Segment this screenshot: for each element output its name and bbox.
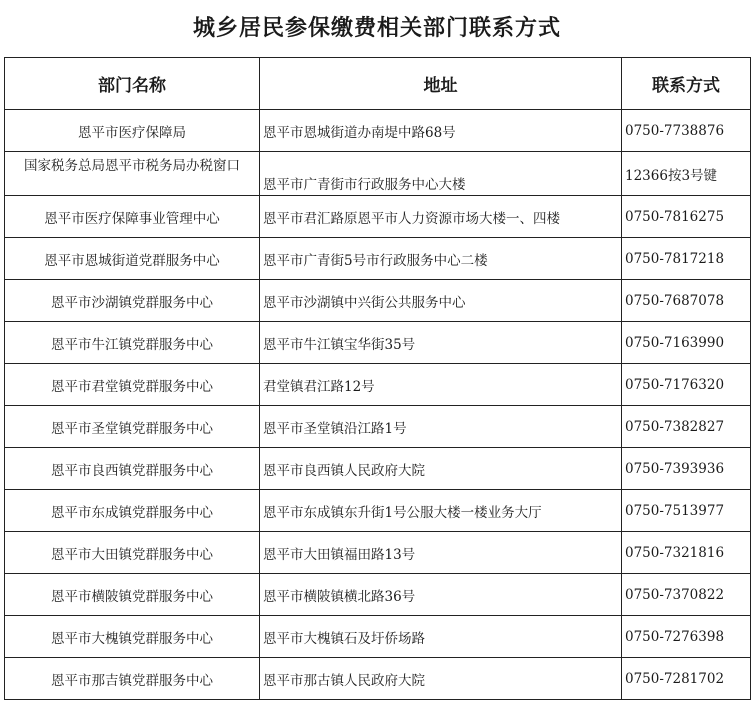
phone-cell: 0750-7370822 <box>622 574 751 616</box>
phone-cell: 0750-7276398 <box>622 616 751 658</box>
phone-cell: 0750-7817218 <box>622 238 751 280</box>
table-row <box>5 448 751 490</box>
department-cell: 恩平市恩城街道党群服务中心 <box>5 238 260 280</box>
department-cell: 恩平市牛江镇党群服务中心 <box>5 322 260 364</box>
department-cell: 国家税务总局恩平市税务局办税窗口 <box>5 152 260 196</box>
table-row <box>5 196 751 238</box>
department-cell: 恩平市横陂镇党群服务中心 <box>5 574 260 616</box>
phone-cell: 0750-7738876 <box>622 110 751 152</box>
department-cell: 恩平市良西镇党群服务中心 <box>5 448 260 490</box>
department-cell: 恩平市医疗保障局 <box>5 110 260 152</box>
department-cell: 恩平市大槐镇党群服务中心 <box>5 616 260 658</box>
department-cell: 恩平市大田镇党群服务中心 <box>5 532 260 574</box>
address-cell: 恩平市东成镇东升街1号公服大楼一楼业务大厅 <box>260 490 622 532</box>
table-row <box>5 490 751 532</box>
table-row <box>5 110 751 152</box>
department-cell: 恩平市东成镇党群服务中心 <box>5 490 260 532</box>
phone-cell: 12366按3号键 <box>622 152 751 196</box>
table-row <box>5 532 751 574</box>
phone-cell: 0750-7687078 <box>622 280 751 322</box>
address-cell: 恩平市沙湖镇中兴街公共服务中心 <box>260 280 622 322</box>
address-cell: 恩平市君汇路原恩平市人力资源市场大楼一、四楼 <box>260 196 622 238</box>
phone-cell: 0750-7382827 <box>622 406 751 448</box>
table-row <box>5 574 751 616</box>
table-row <box>5 406 751 448</box>
table-row <box>5 280 751 322</box>
department-cell: 恩平市君堂镇党群服务中心 <box>5 364 260 406</box>
phone-cell: 0750-7163990 <box>622 322 751 364</box>
address-cell: 恩平市牛江镇宝华街35号 <box>260 322 622 364</box>
table-row <box>5 238 751 280</box>
phone-cell: 0750-7393936 <box>622 448 751 490</box>
column-header-contact: 联系方式 <box>622 58 751 110</box>
department-cell: 恩平市医疗保障事业管理中心 <box>5 196 260 238</box>
phone-cell: 0750-7281702 <box>622 658 751 700</box>
phone-cell: 0750-7321816 <box>622 532 751 574</box>
address-cell: 恩平市那古镇人民政府大院 <box>260 658 622 700</box>
table-row <box>5 322 751 364</box>
address-cell: 恩平市大田镇福田路13号 <box>260 532 622 574</box>
address-cell: 恩平市良西镇人民政府大院 <box>260 448 622 490</box>
table-row <box>5 616 751 658</box>
table-row <box>5 658 751 700</box>
department-cell: 恩平市沙湖镇党群服务中心 <box>5 280 260 322</box>
address-cell: 恩平市广青街市行政服务中心大楼 <box>260 152 622 196</box>
column-header-department: 部门名称 <box>5 58 260 110</box>
table-header-row <box>5 58 751 110</box>
column-header-address: 地址 <box>260 58 622 110</box>
phone-cell: 0750-7816275 <box>622 196 751 238</box>
department-cell: 恩平市圣堂镇党群服务中心 <box>5 406 260 448</box>
address-cell: 恩平市广青街5号市行政服务中心二楼 <box>260 238 622 280</box>
page-title: 城乡居民参保缴费相关部门联系方式 <box>192 15 561 41</box>
address-cell: 恩平市圣堂镇沿江路1号 <box>260 406 622 448</box>
table-row <box>5 364 751 406</box>
address-cell: 恩平市大槐镇石及圩侨场路 <box>260 616 622 658</box>
department-cell: 恩平市那吉镇党群服务中心 <box>5 658 260 700</box>
address-cell: 君堂镇君江路12号 <box>260 364 622 406</box>
address-cell: 恩平市横陂镇横北路36号 <box>260 574 622 616</box>
table-row <box>5 152 751 196</box>
contacts-table <box>4 57 751 700</box>
phone-cell: 0750-7513977 <box>622 490 751 532</box>
phone-cell: 0750-7176320 <box>622 364 751 406</box>
address-cell: 恩平市恩城街道办南堤中路68号 <box>260 110 622 152</box>
